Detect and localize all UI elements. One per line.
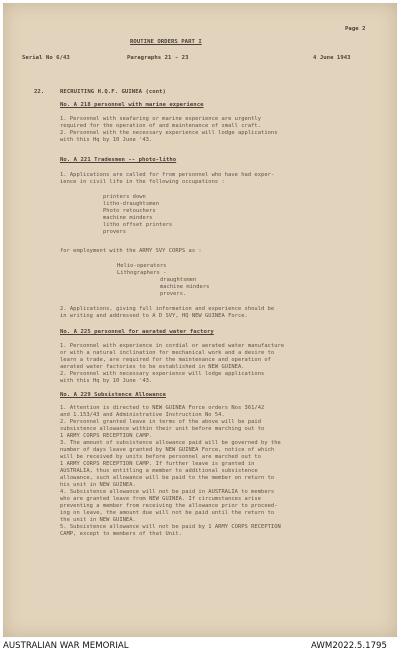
section-title: RECRUITING H.Q.F. GUINEA (cont) (60, 89, 166, 95)
block-d-line: 1 ARMY CORPS RECEPTION CAMP. If further leave is granted in (60, 461, 255, 467)
block-b-heading: No. A 221 Tradesmen -- photo-litho (60, 157, 177, 163)
block-c-line: 2. Personnel with necessary experience will lodge applications (60, 371, 265, 377)
block-d-line: allowance, such allowance will be paid to the member on return to (60, 475, 275, 481)
block-a-line: 2. Personnel with the necessary experience will lodge applications (60, 130, 278, 136)
block-b-line: 1. Applications are called for from personnel who have had exper- (60, 172, 275, 178)
role-item: machine minders (160, 284, 210, 290)
block-d-line: 2. Personnel granted leave in terms of the above will be paid (60, 419, 262, 425)
block-a-line: with this Hq by 10 June '43. (60, 137, 153, 143)
block-c-line: with this Hq by 10 June '43. (60, 378, 153, 384)
role-item: provers. (160, 291, 187, 297)
document-title: ROUTINE ORDERS PART I (130, 39, 202, 45)
block-c-line: or with a natural inclination for mechanical work and a desire to (60, 350, 275, 356)
serial-number: Serial No 6/43 (22, 55, 70, 61)
block-d-line: who are granted leave from NEW GUINEA. If circumstances arise (60, 496, 262, 502)
block-d-line: his unit in NEW GUINEA. (60, 482, 136, 488)
block-b-line: ience in civil life in the following occupations : (60, 179, 225, 185)
block-d-line: will be received by units before personnel are marched out to (60, 454, 262, 460)
occupation-item: litho offset printers (103, 222, 173, 228)
occupation-item: litho-draughtsmen (103, 201, 160, 207)
block-d-line: 3. The amount of subsistence allowance paid will be governed by the (60, 440, 281, 446)
occupation-item: printers down (103, 194, 146, 200)
role-item: draughtsmen (160, 277, 197, 283)
section-number: 22. (34, 89, 45, 95)
paragraph-range: Paragraphs 21 - 23 (127, 55, 189, 61)
block-d-line: CAMP, except to members of that Unit. (60, 531, 182, 537)
block-d-line: and 1.153/43 and Administrative Instruction No 54. (60, 412, 225, 418)
block-c-heading: No. A 225 personnel for aerated water factory (60, 329, 214, 335)
footer-accession-number: AWM2022.5.1795 (311, 641, 387, 651)
block-b-apply-line: in writing and addressed to A D SVY, HQ NEW GUINEA Force. (60, 313, 248, 319)
block-d-line: the unit in NEW GUINEA. (60, 517, 136, 523)
block-a-heading: No. A 218 personnel with marine experience (60, 102, 204, 108)
document-page (3, 3, 397, 637)
block-d-line: 1 ARMY CORPS RECEPTION CAMP. (60, 433, 153, 439)
footer-institution: AUSTRALIAN WAR MEMORIAL (3, 641, 129, 651)
occupation-item: Photo retouchers (103, 208, 156, 214)
block-a-line: required for the operation of and maintenance of small craft. (60, 123, 262, 129)
block-d-line: 1. Attention is directed to NEW GUINEA Force orders Nos 361/42 (60, 405, 265, 411)
page-number: Page 2 (345, 26, 366, 32)
block-d-line: preventing a member from receiving the allowance prior to proceed- (60, 503, 278, 509)
document-date: 4 June 1943 (313, 55, 351, 61)
block-d-line: 4. Subsistence allowance will not be paid in AUSTRALIA to members (60, 489, 275, 495)
block-b-apply-line: 2. Applications, giving full information and experience should be (60, 306, 275, 312)
employment-line: for employment with the ARMY SVY CORPS as : (60, 248, 202, 254)
block-d-line: number of days leave granted by NEW GUINEA Force, notice of which (60, 447, 275, 453)
block-c-line: learn a trade, are required for the maintenance and operation of (60, 357, 271, 363)
block-d-line: 5. Subsistence allowance will not be paid by 1 ARMY CORPS RECEPTION (60, 524, 281, 530)
block-c-line: 1. Personnel with experience in cordial or aerated water manufacture (60, 343, 285, 349)
role-item: Helio-operators (117, 263, 167, 269)
block-d-heading: No. A 229 Subsistence Allowance (60, 392, 166, 398)
block-d-line: subsistence allowance within their unit before marching out to (60, 426, 265, 432)
occupation-item: provers (103, 229, 127, 235)
occupation-item: machine minders (103, 215, 153, 221)
block-c-line: aerated water factories to be established in NEW GUINEA. (60, 364, 245, 370)
role-item: Lithographers - (117, 270, 167, 276)
block-a-line: 1. Personnel with seafaring or marine experience are urgently (60, 116, 262, 122)
block-d-line: ing on leave, the amount due will not be paid until the return to (60, 510, 275, 516)
block-d-line: AUSTRALIA, thus entitling a member to additional subsistence (60, 468, 258, 474)
